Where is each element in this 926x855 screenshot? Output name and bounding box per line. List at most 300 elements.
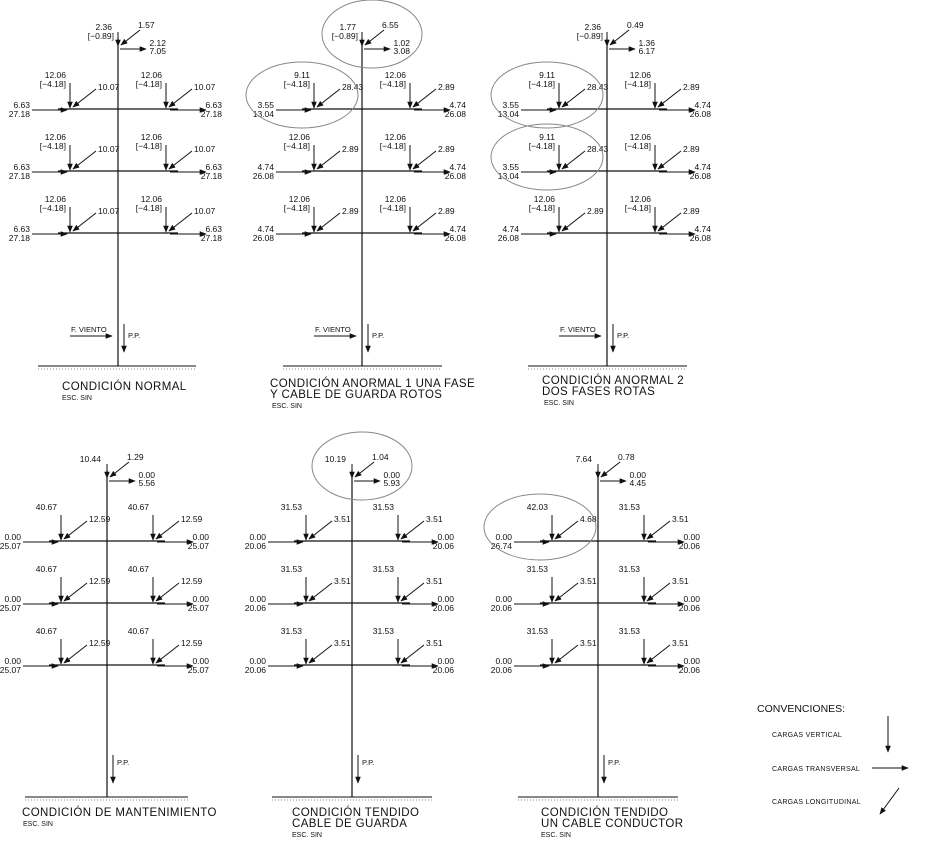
longitudinal-load-value: 1.29 [127, 452, 144, 462]
longitudinal-load-value: 3.51 [334, 514, 351, 524]
longitudinal-load-arrow [156, 645, 179, 663]
transversal-load-secondary-value: 25.07 [0, 541, 21, 551]
legend [757, 703, 908, 814]
longitudinal-load-value: 10.07 [98, 82, 120, 92]
longitudinal-load-arrow [169, 213, 192, 231]
transversal-load-value: 0.00 [437, 656, 454, 666]
vertical-load-value: 12.06 [44, 132, 66, 142]
crossarm-1 [253, 70, 467, 119]
transversal-load-value: 0.00 [683, 594, 700, 604]
transversal-load-value: 1.02 [393, 38, 410, 48]
longitudinal-load-arrow [555, 645, 578, 663]
right-phase-loads [373, 564, 455, 613]
wind-force-label: F. VIENTO [560, 325, 596, 334]
vertical-load-value: 12.06 [629, 70, 651, 80]
wind-force [314, 325, 356, 336]
longitudinal-load-arrow [169, 89, 192, 107]
vertical-load-value: 31.53 [618, 502, 640, 512]
longitudinal-load-arrow [562, 213, 585, 231]
wind-force-label: F. VIENTO [315, 325, 351, 334]
vertical-load-value: 12.06 [44, 70, 66, 80]
longitudinal-load-arrow [658, 213, 681, 231]
left-phase-loads [491, 564, 597, 613]
transversal-load-secondary-value: 26.08 [252, 233, 274, 243]
legend-transversal-label: CARGAS TRANSVERSAL [772, 766, 861, 773]
longitudinal-load-arrow [64, 645, 87, 663]
transversal-load-secondary-value: 20.06 [678, 541, 700, 551]
transversal-load-secondary-value: 25.07 [0, 603, 21, 613]
scale-label: ESC. SIN [544, 400, 574, 407]
panel-normal [9, 20, 223, 402]
vertical-load-value: 12.06 [629, 132, 651, 142]
vertical-load-upward-value: [−4.18] [379, 141, 406, 151]
vertical-load-upward-value: [−4.18] [528, 79, 555, 89]
left-phase-loads [491, 626, 597, 675]
longitudinal-load-arrow [658, 89, 681, 107]
left-phase-loads [9, 194, 120, 243]
transversal-load-secondary-value: 20.06 [678, 665, 700, 675]
transversal-load-secondary-value: 3.08 [393, 46, 410, 56]
transversal-load-value: 6.63 [13, 100, 30, 110]
right-phase-loads [380, 194, 467, 243]
longitudinal-load-arrow [121, 30, 140, 45]
vertical-load-upward-value: [−4.18] [135, 203, 162, 213]
right-phase-loads [128, 564, 210, 613]
transversal-load-value: 3.55 [257, 100, 274, 110]
transversal-load-value: 0.00 [4, 594, 21, 604]
transversal-load-secondary-value: 20.06 [432, 603, 454, 613]
longitudinal-load-arrow [156, 583, 179, 601]
transversal-load-value: 4.74 [449, 100, 466, 110]
transversal-load-secondary-value: 20.06 [244, 665, 266, 675]
longitudinal-load-arrow [355, 462, 374, 477]
vertical-load-value: 31.53 [372, 564, 394, 574]
self-weight-label: P.P. [128, 331, 141, 340]
transversal-load-value: 0.00 [249, 532, 266, 542]
vertical-load-value: 12.06 [288, 132, 310, 142]
crossarm-1 [0, 502, 209, 551]
longitudinal-load-value: 10.07 [194, 144, 216, 154]
vertical-load-upward-value: [−4.18] [135, 79, 162, 89]
transversal-load-secondary-value: 26.74 [490, 541, 512, 551]
left-phase-loads [0, 502, 111, 551]
longitudinal-load-arrow [309, 521, 332, 539]
vertical-load-value: 40.67 [127, 626, 149, 636]
transversal-load-secondary-value: 13.04 [497, 171, 519, 181]
transversal-load-secondary-value: 25.07 [187, 603, 209, 613]
right-phase-loads [380, 132, 467, 181]
longitudinal-load-arrow [169, 151, 192, 169]
longitudinal-load-value: 2.89 [342, 144, 359, 154]
longitudinal-load-arrow [562, 151, 585, 169]
longitudinal-load-value: 10.07 [194, 206, 216, 216]
vertical-load-upward-value: [−4.18] [379, 203, 406, 213]
longitudinal-load-arrow [413, 213, 436, 231]
vertical-load-value: 40.67 [35, 502, 57, 512]
transversal-load-value: 0.00 [683, 656, 700, 666]
longitudinal-load-arrow-icon [880, 788, 899, 814]
panel-title: CABLE DE GUARDA [292, 818, 408, 830]
crossarm-2 [491, 564, 701, 613]
transversal-load-secondary-value: 25.07 [187, 541, 209, 551]
vertical-load-value: 31.53 [280, 626, 302, 636]
longitudinal-load-value: 3.51 [334, 576, 351, 586]
transversal-load-secondary-value: 7.05 [149, 46, 166, 56]
transversal-load-value: 0.00 [249, 656, 266, 666]
panel-mantenimiento [0, 452, 217, 828]
panel-tendido-conductor [484, 452, 700, 839]
vertical-load-value: 9.11 [539, 132, 555, 142]
crossarm-1 [498, 70, 712, 119]
longitudinal-load-value: 2.89 [587, 206, 604, 216]
vertical-load-upward-value: [−4.18] [39, 141, 66, 151]
longitudinal-load-arrow [601, 462, 620, 477]
transversal-load-secondary-value: 26.08 [252, 171, 274, 181]
longitudinal-load-value: 1.04 [372, 452, 389, 462]
longitudinal-load-arrow [610, 30, 629, 45]
longitudinal-load-arrow [647, 521, 670, 539]
transversal-load-value: 4.74 [257, 224, 274, 234]
crossarm-3 [0, 626, 209, 675]
self-weight-label: P.P. [362, 758, 375, 767]
transversal-load-value: 0.00 [495, 656, 512, 666]
scale-label: ESC. SIN [292, 832, 322, 839]
transversal-load-secondary-value: 27.18 [200, 233, 222, 243]
transversal-load-secondary-value: 20.06 [678, 603, 700, 613]
longitudinal-load-value: 1.57 [138, 20, 155, 30]
transversal-load-secondary-value: 20.06 [244, 603, 266, 613]
transversal-load-value: 0.00 [4, 532, 21, 542]
transversal-load-value: 0.00 [437, 594, 454, 604]
vertical-load-value: 10.44 [79, 454, 101, 464]
scale-label: ESC. SIN [272, 403, 302, 410]
crossarm-3 [491, 626, 701, 675]
transversal-load-secondary-value: 25.07 [0, 665, 21, 675]
longitudinal-load-arrow [365, 30, 384, 45]
longitudinal-load-arrow [64, 521, 87, 539]
longitudinal-load-value: 4.68 [580, 514, 597, 524]
vertical-load-value: 31.53 [372, 626, 394, 636]
panel-anormal2 [491, 20, 711, 407]
longitudinal-load-value: 10.07 [98, 206, 120, 216]
longitudinal-load-value: 2.89 [683, 144, 700, 154]
longitudinal-load-arrow [562, 89, 585, 107]
vertical-load-value: 31.53 [372, 502, 394, 512]
shield-wire-loads [80, 452, 156, 488]
self-weight [124, 324, 140, 352]
transversal-load-secondary-value: 6.17 [638, 46, 655, 56]
vertical-load-upward-value: [−4.18] [283, 203, 310, 213]
longitudinal-load-value: 12.59 [89, 638, 111, 648]
longitudinal-load-value: 6.55 [382, 20, 399, 30]
panel-title: Y CABLE DE GUARDA ROTOS [270, 389, 443, 401]
longitudinal-load-arrow [647, 583, 670, 601]
self-weight [358, 755, 374, 783]
transversal-load-value: 0.00 [683, 532, 700, 542]
longitudinal-load-arrow [413, 89, 436, 107]
left-phase-loads [0, 626, 111, 675]
vertical-load-value: 12.06 [384, 194, 406, 204]
longitudinal-load-value: 3.51 [426, 638, 443, 648]
self-weight [113, 755, 129, 783]
vertical-load-upward-value: [−4.18] [528, 141, 555, 151]
right-phase-loads [136, 194, 223, 243]
transversal-load-value: 4.74 [449, 224, 466, 234]
transversal-load-value: 0.00 [249, 594, 266, 604]
longitudinal-load-arrow [156, 521, 179, 539]
longitudinal-load-value: 28.43 [587, 82, 609, 92]
transversal-load-value: 4.74 [257, 162, 274, 172]
transversal-load-value: 6.63 [13, 162, 30, 172]
crossarm-3 [245, 626, 455, 675]
longitudinal-load-value: 3.51 [580, 576, 597, 586]
transversal-load-secondary-value: 26.08 [444, 109, 466, 119]
longitudinal-load-arrow [555, 521, 578, 539]
transversal-load-secondary-value: 26.08 [444, 171, 466, 181]
longitudinal-load-value: 0.49 [627, 20, 644, 30]
transversal-load-value: 0.00 [4, 656, 21, 666]
vertical-load-value: 31.53 [618, 626, 640, 636]
transversal-load-value: 3.55 [502, 162, 519, 172]
transversal-load-secondary-value: 27.18 [8, 233, 30, 243]
transversal-load-value: 0.00 [192, 594, 209, 604]
vertical-load-value: 9.11 [294, 70, 310, 80]
longitudinal-load-value: 2.89 [438, 144, 455, 154]
self-weight-label: P.P. [372, 331, 385, 340]
vertical-load-value: 42.03 [526, 502, 548, 512]
longitudinal-load-value: 3.51 [426, 576, 443, 586]
longitudinal-load-arrow [555, 583, 578, 601]
longitudinal-load-value: 3.51 [672, 638, 689, 648]
legend-vertical-label: CARGAS VERTICAL [772, 732, 843, 739]
panel-title: CONDICIÓN NORMAL [62, 381, 187, 393]
transversal-load-secondary-value: 5.93 [383, 478, 400, 488]
transversal-load-value: 1.36 [638, 38, 655, 48]
longitudinal-load-value: 2.89 [683, 206, 700, 216]
transversal-load-secondary-value: 26.08 [689, 109, 711, 119]
right-phase-loads [373, 626, 455, 675]
vertical-load-value: 31.53 [618, 564, 640, 574]
longitudinal-load-value: 10.07 [98, 144, 120, 154]
transversal-load-secondary-value: 27.18 [200, 171, 222, 181]
longitudinal-load-arrow [401, 583, 424, 601]
transversal-load-value: 0.00 [138, 470, 155, 480]
transversal-load-value: 4.74 [502, 224, 519, 234]
scale-label: ESC. SIN [62, 395, 92, 402]
longitudinal-load-value: 2.89 [683, 82, 700, 92]
left-phase-loads [253, 70, 364, 119]
vertical-load-value: 9.11 [539, 70, 555, 80]
right-phase-loads [136, 70, 223, 119]
vertical-load-value: 12.06 [384, 132, 406, 142]
right-phase-loads [380, 70, 467, 119]
vertical-load-upward-value: [−0.89] [331, 31, 358, 41]
vertical-load-value: 1.77 [339, 22, 356, 32]
highlight-circle [312, 432, 412, 500]
vertical-load-value: 40.67 [35, 564, 57, 574]
longitudinal-load-arrow [401, 645, 424, 663]
vertical-load-upward-value: [−4.18] [39, 79, 66, 89]
right-phase-loads [625, 194, 712, 243]
longitudinal-load-value: 12.59 [181, 514, 203, 524]
vertical-load-upward-value: [−4.18] [624, 79, 651, 89]
longitudinal-load-value: 2.89 [342, 206, 359, 216]
vertical-load-value: 12.06 [44, 194, 66, 204]
crossarm-2 [9, 132, 223, 181]
transversal-load-secondary-value: 26.08 [689, 171, 711, 181]
left-phase-loads [245, 564, 351, 613]
right-phase-loads [128, 502, 210, 551]
vertical-load-value: 12.06 [533, 194, 555, 204]
vertical-load-upward-value: [−4.18] [283, 79, 310, 89]
longitudinal-load-arrow [73, 151, 96, 169]
left-phase-loads [498, 70, 609, 119]
transversal-load-secondary-value: 26.08 [444, 233, 466, 243]
left-phase-loads [253, 132, 359, 181]
vertical-load-upward-value: [−0.89] [87, 31, 114, 41]
crossarm-3 [9, 194, 223, 243]
transversal-load-secondary-value: 27.18 [200, 109, 222, 119]
panel-title: UN CABLE CONDUCTOR [541, 818, 684, 830]
longitudinal-load-arrow [309, 645, 332, 663]
vertical-load-value: 40.67 [35, 626, 57, 636]
longitudinal-load-value: 2.89 [438, 82, 455, 92]
transversal-load-secondary-value: 4.45 [629, 478, 646, 488]
self-weight-label: P.P. [617, 331, 630, 340]
right-phase-loads [619, 564, 701, 613]
vertical-load-value: 40.67 [127, 502, 149, 512]
vertical-load-value: 12.06 [140, 194, 162, 204]
transversal-load-secondary-value: 20.06 [432, 541, 454, 551]
transversal-load-value: 6.63 [13, 224, 30, 234]
self-weight [604, 755, 620, 783]
transversal-load-value: 4.74 [449, 162, 466, 172]
left-phase-loads [0, 564, 111, 613]
shield-wire-loads [577, 20, 656, 56]
transversal-load-value: 0.00 [192, 532, 209, 542]
vertical-load-value: 7.64 [575, 454, 592, 464]
longitudinal-load-arrow [413, 151, 436, 169]
vertical-load-value: 31.53 [280, 564, 302, 574]
right-phase-loads [619, 502, 701, 551]
longitudinal-load-value: 28.43 [587, 144, 609, 154]
transversal-load-secondary-value: 25.07 [187, 665, 209, 675]
self-weight [368, 324, 384, 352]
longitudinal-load-arrow [401, 521, 424, 539]
scale-label: ESC. SIN [23, 821, 53, 828]
vertical-load-value: 10.19 [324, 454, 346, 464]
left-phase-loads [498, 132, 609, 181]
right-phase-loads [625, 132, 712, 181]
longitudinal-load-value: 3.51 [580, 638, 597, 648]
crossarm-1 [491, 502, 701, 551]
wind-force-label: F. VIENTO [71, 325, 107, 334]
transversal-load-secondary-value: 27.18 [8, 171, 30, 181]
panel-title: DOS FASES ROTAS [542, 386, 656, 398]
longitudinal-load-arrow [658, 151, 681, 169]
transversal-load-secondary-value: 20.06 [244, 541, 266, 551]
left-phase-loads [245, 626, 351, 675]
crossarm-2 [498, 132, 712, 181]
crossarm-1 [9, 70, 223, 119]
vertical-load-value: 12.06 [288, 194, 310, 204]
transversal-load-value: 4.74 [694, 100, 711, 110]
transversal-load-secondary-value: 26.08 [497, 233, 519, 243]
legend-title: CONVENCIONES: [757, 703, 846, 715]
panel-tendido-guarda [245, 432, 455, 839]
shield-wire-loads [332, 20, 411, 56]
longitudinal-load-value: 12.59 [89, 576, 111, 586]
longitudinal-load-value: 12.59 [181, 576, 203, 586]
self-weight-label: P.P. [608, 758, 621, 767]
crossarm-2 [253, 132, 467, 181]
transversal-load-secondary-value: 20.06 [490, 603, 512, 613]
longitudinal-load-arrow [317, 213, 340, 231]
vertical-load-value: 40.67 [127, 564, 149, 574]
right-phase-loads [128, 626, 210, 675]
right-phase-loads [619, 626, 701, 675]
longitudinal-load-value: 12.59 [181, 638, 203, 648]
transversal-load-secondary-value: 27.18 [8, 109, 30, 119]
longitudinal-load-arrow [317, 151, 340, 169]
longitudinal-load-value: 12.59 [89, 514, 111, 524]
vertical-load-value: 12.06 [629, 194, 651, 204]
longitudinal-load-value: 28.43 [342, 82, 364, 92]
longitudinal-load-arrow [110, 462, 129, 477]
transversal-load-value: 0.00 [192, 656, 209, 666]
scale-label: ESC. SIN [541, 832, 571, 839]
longitudinal-load-value: 10.07 [194, 82, 216, 92]
longitudinal-load-value: 3.51 [426, 514, 443, 524]
left-phase-loads [9, 70, 120, 119]
left-phase-loads [253, 194, 359, 243]
crossarm-1 [245, 502, 455, 551]
transversal-load-value: 0.00 [383, 470, 400, 480]
vertical-load-value: 31.53 [526, 626, 548, 636]
transversal-load-value: 0.00 [495, 532, 512, 542]
transversal-load-value: 6.63 [205, 224, 222, 234]
self-weight [613, 324, 629, 352]
longitudinal-load-arrow [647, 645, 670, 663]
longitudinal-load-arrow [73, 213, 96, 231]
left-phase-loads [491, 502, 597, 551]
wind-force [70, 325, 112, 336]
vertical-load-value: 12.06 [140, 70, 162, 80]
transversal-load-secondary-value: 20.06 [490, 665, 512, 675]
crossarm-3 [498, 194, 712, 243]
transversal-load-value: 0.00 [495, 594, 512, 604]
vertical-load-upward-value: [−4.18] [379, 79, 406, 89]
panel-title: CONDICIÓN TENDIDO [541, 807, 669, 819]
longitudinal-load-arrow [73, 89, 96, 107]
transversal-load-value: 6.63 [205, 100, 222, 110]
vertical-load-upward-value: [−4.18] [528, 203, 555, 213]
crossarm-2 [245, 564, 455, 613]
vertical-load-value: 12.06 [384, 70, 406, 80]
vertical-load-value: 12.06 [140, 132, 162, 142]
vertical-load-upward-value: [−0.89] [576, 31, 603, 41]
panel-title: CONDICIÓN ANORMAL 1 UNA FASE [270, 378, 476, 390]
vertical-load-value: 2.36 [584, 22, 601, 32]
vertical-load-value: 2.36 [95, 22, 112, 32]
longitudinal-load-value: 0.78 [618, 452, 635, 462]
left-phase-loads [9, 132, 120, 181]
transversal-load-value: 0.00 [629, 470, 646, 480]
vertical-load-upward-value: [−4.18] [624, 141, 651, 151]
panel-anormal1 [246, 0, 475, 410]
right-phase-loads [373, 502, 455, 551]
legend-longitudinal-label: CARGAS LONGITUDINAL [772, 799, 861, 806]
